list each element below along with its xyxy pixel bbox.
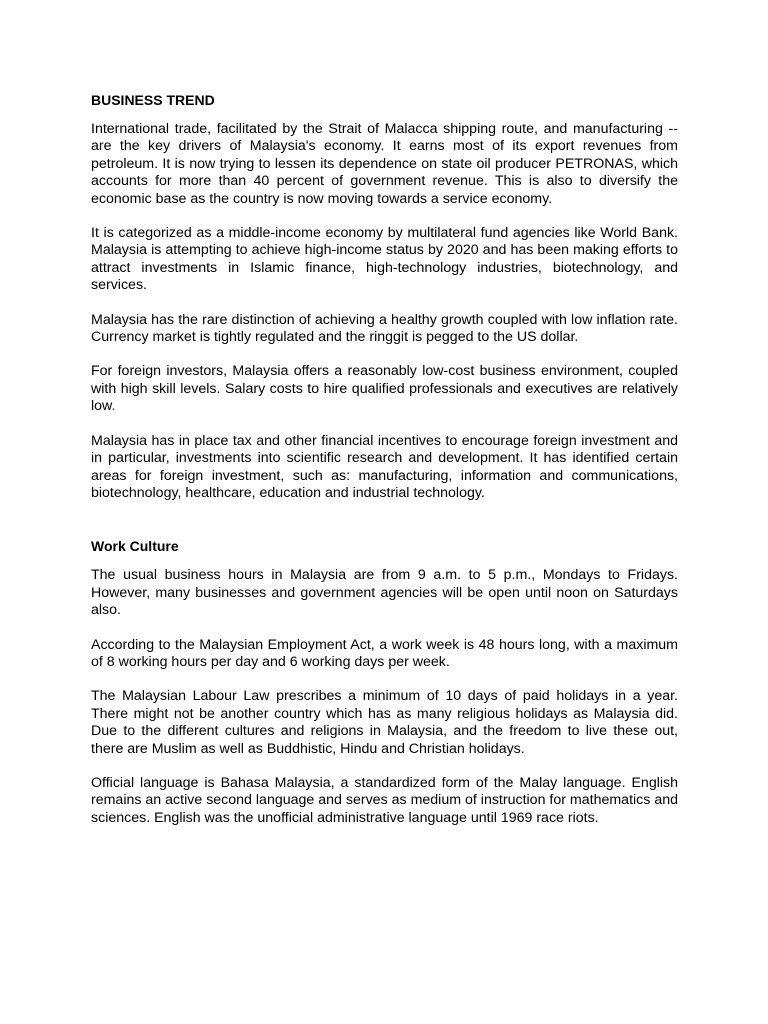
paragraph: It is categorized as a middle-income economy by multilateral fund agencies like World Bank. Malaysia is attempting to achieve high-income status by 2020 and has been making efforts to attract investments in Islamic finance, high-technology industries, biotechnology, and services. — [91, 225, 678, 294]
paragraph: According to the Malaysian Employment Act, a work week is 48 hours long, with a maximum of 8 working hours per day and 6 working days per week. — [91, 636, 678, 670]
paragraph: The usual business hours in Malaysia are from 9 a.m. to 5 p.m., Mondays to Fridays. However, many businesses and government agencies will be open until noon on Saturdays also. — [91, 567, 678, 619]
paragraph: Official language is Bahasa Malaysia, a standardized form of the Malay language. English remains an active second language and serves as medium of instruction for mathematics and sciences. English was the unofficial administrative language until 1969 race riots. — [91, 774, 678, 826]
paragraph: Malaysia has in place tax and other financial incentives to encourage foreign investment and in particular, investments into scientific research and development. It has identified certain areas for foreign investment, such as: manufacturing, information and communications, biotechnology, healthcare, education and industrial technology. — [91, 432, 678, 501]
paragraph: The Malaysian Labour Law prescribes a minimum of 10 days of paid holidays in a year. There might not be another country which has as many religious holidays as Malaysia did. Due to the different cultures and religions in Malaysia, and the freedom to live these out, there are Muslim as well as Buddhistic, Hindu and Christian holidays. — [91, 688, 678, 757]
section-heading-business-trend: BUSINESS TREND — [91, 92, 215, 108]
section-heading-work-culture: Work Culture — [91, 538, 179, 555]
paragraph: International trade, facilitated by the Strait of Malacca shipping route, and manufacturing -- are the key drivers of Malaysia's economy. It earns most of its export revenues from petroleum. It is now trying to lessen its dependence on state oil producer PETRONAS, which accounts for more than 40 percent of government revenue. This is also to diversify the economic base as the country is now moving towards a service economy. — [91, 121, 678, 207]
paragraph: Malaysia has the rare distinction of achieving a healthy growth coupled with low inflation rate. Currency market is tightly regulated and the ringgit is pegged to the US dollar. — [91, 311, 678, 346]
section-business-trend — [91, 91, 678, 502]
paragraph: For foreign investors, Malaysia offers a reasonably low-cost business environment, coupled with high skill levels. Salary costs to hire qualified professionals and executives are relatively low. — [91, 363, 678, 415]
section-work-culture — [91, 537, 678, 827]
document-page — [91, 91, 678, 844]
